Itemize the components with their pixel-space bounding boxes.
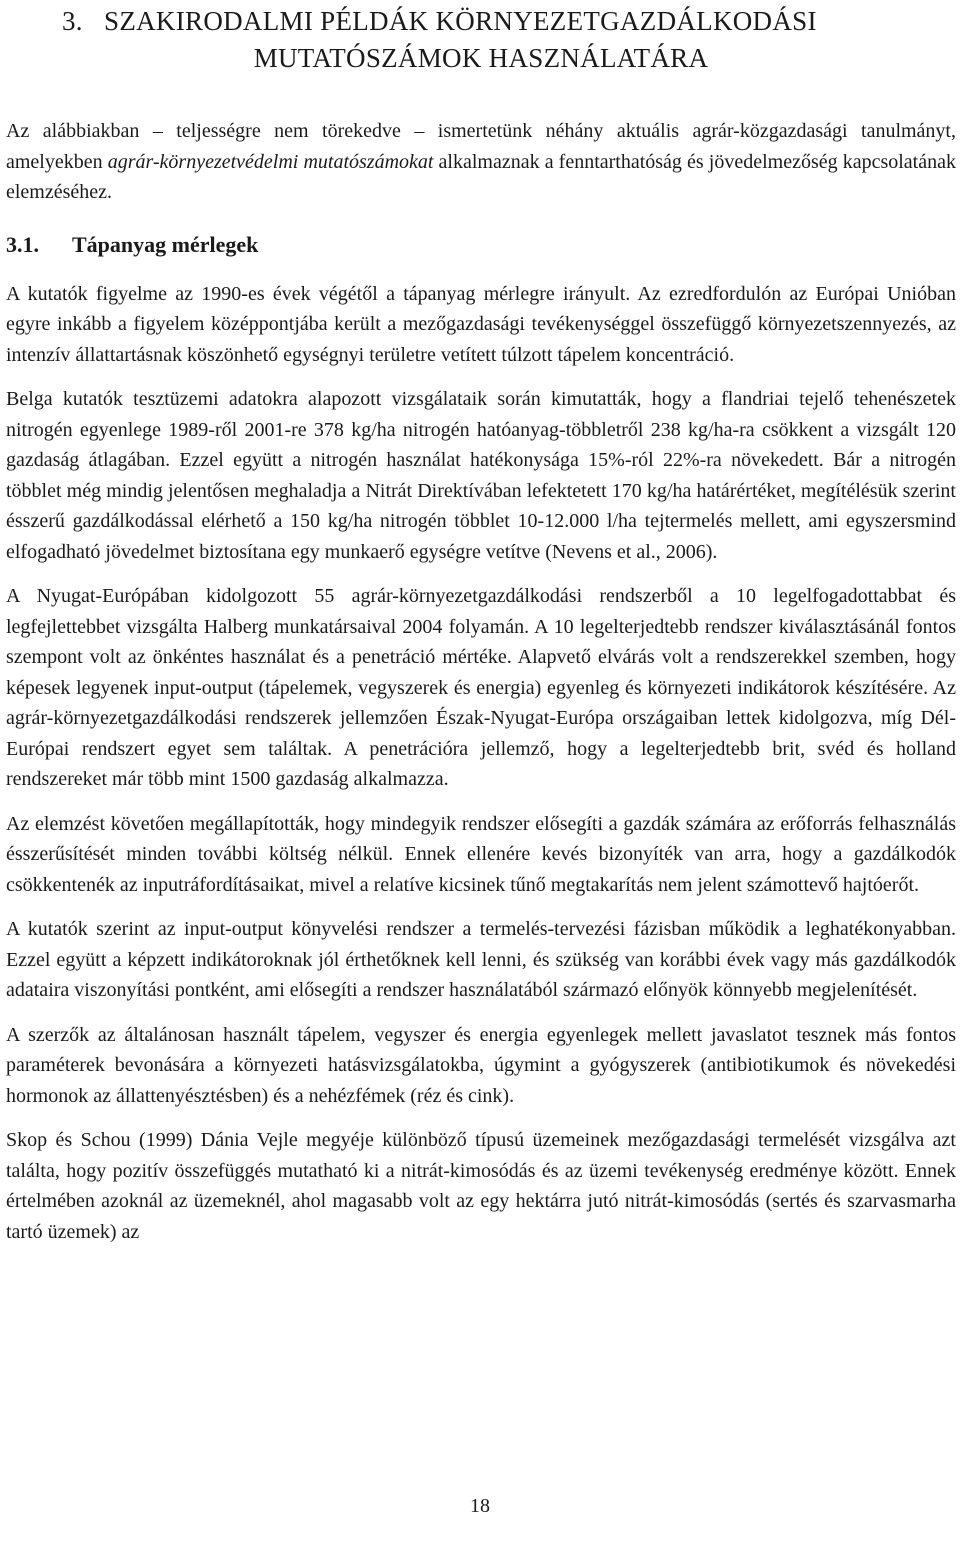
intro-paragraph: [6, 116, 956, 208]
page-number: 18: [470, 1495, 490, 1517]
chapter-number: 3.: [62, 6, 83, 36]
intro-text-before: Az alábbiakban – teljességre nem törekedve – ismertetünk néhány aktuális agrár-közgazdasági tanulmányt, amelyekben: [6, 120, 956, 173]
section-number: 3.1.: [6, 231, 39, 257]
body-paragraph-5: A kutatók szerint az input-output könyvelési rendszer a termelés-tervezési fázisban működik a leghatékonyabban. Ezzel együtt a képzett indikátoroknak jól érthetőknek kell lenni, és szükség van korábbi évek vagy más gazdálkodók adataira viszonyítási pontként, ami elősegíti a rendszer használatából származó előnyök könnyebb megjelenítését.: [6, 918, 956, 1001]
chapter-title: [6, 0, 956, 77]
chapter-title-line2: MUTATÓSZÁMOK HASZNÁLATÁRA: [253, 43, 709, 73]
chapter-title-text-1: SZAKIRODALMI PÉLDÁK KÖRNYEZETGAZDÁLKODÁSI: [104, 6, 817, 36]
body-paragraph-6: A szerzők az általánosan használt tápelem, vegyszer és energia egyenlegek mellett javaslatot tesznek más fontos paraméterek bevonására a környezeti hatásvizsgálatokba, úgymint a gyógyszerek (antibiotikumok és növekedési hormonok az állattenyésztésben) és a nehézfémek (réz és cink).: [6, 1023, 956, 1107]
intro-emphasis: agrár-környezetvédelmi mutatószámokat: [107, 150, 434, 173]
body-paragraph-1: A kutatók figyelme az 1990-es évek végétől a tápanyag mérlegre irányult. Az ezredfordulón az Európai Unióban egyre inkább a figyelem középpontjába került a mezőgazdasági tevékenységgel összefüggő környezetszennyezés, az intenzív állattartásnak köszönhető egységnyi területre vetített túlzott tápelem koncentráció.: [6, 282, 956, 366]
section-heading: [6, 230, 956, 260]
body-paragraph-3: A Nyugat-Európában kidolgozott 55 agrár-környezetgazdálkodási rendszerből a 10 legelfogadottabbat és legfejlettebbet vizsgálta Halberg munkatársaival 2004 folyamán. A 10 legelterjedtebb rendszer kiválasztásánál fontos szempont volt az önkéntes használat és a penetráció mértéke. Alapvető elvárás volt a rendszerekkel szemben, hogy képesek legyenek input-output (tápelemek, vegyszerek és energia) egyenleg és környezeti indikátorok készítésére. Az agrár-környezetgazdálkodási rendszerek jellemzően Észak-Nyugat-Európa országaiban lettek kidolgozva, míg Dél-Európai rendszert egyet sem találtak. A penetrációra jellemző, hogy a legelterjedtebb brit, svéd és holland rendszereket már több mint 1500 gazdaság alkalmazza.: [6, 585, 956, 790]
intro-text-after: alkalmaznak a fenntarthatóság és jövedelmezőség kapcsolatának elemzéséhez.: [6, 150, 956, 203]
section-title: Tápanyag mérlegek: [72, 231, 259, 257]
chapter-title-line1: [6, 3, 956, 40]
body-paragraph-2: Belga kutatók tesztüzemi adatokra alapozott vizsgálataik során kimutatták, hogy a flandriai tejelő tehenészetek nitrogén egyenlege 1989-ről 2001-re 378 kg/ha nitrogén hatóanyag-többletről 238 kg/ha-ra csökkent a vizsgált 120 gazdaság átlagában. Ezzel együtt a nitrogén használat hatékonysága 15%-ról 22%-ra növekedett. Bár a nitrogén többlet még mindig jelentősen meghaladja a Nitrát Direktívában lefektetett 170 kg/ha határértéket, megítélésük szerint ésszerű gazdálkodással elérhető a 150 kg/ha nitrogén többlet 10-12.000 l/ha tejtermelés mellett, ami egyszersmind elfogadható jövedelmet biztosítana egy munkaerő egységre vetítve (Nevens et al., 2006).: [6, 388, 956, 563]
body-paragraph-7: Skop és Schou (1999) Dánia Vejle megyéje különböző típusú üzemeinek mezőgazdasági termelését vizsgálva azt találta, hogy pozitív összefüggés mutatható ki a nitrát-kimosódás és az üzemi tevékenység eredménye között. Ennek értelmében azoknál az üzemeknél, ahol magasabb volt az egy hektárra jutó nitrát-kimosódás (sertés és szarvasmarha tartó üzemek) az: [6, 1129, 956, 1243]
body-paragraph-4: Az elemzést követően megállapították, hogy mindegyik rendszer elősegíti a gazdák számára az erőforrás felhasználás ésszerűsítését minden további költség nélkül. Ennek ellenére kevés bizonyíték van arra, hogy a gazdálkodók csökkentenék az inputráfordításaikat, mivel a relatíve kicsinek tűnő megtakarítás nem jelent számottevő hajtóerőt.: [6, 812, 956, 896]
